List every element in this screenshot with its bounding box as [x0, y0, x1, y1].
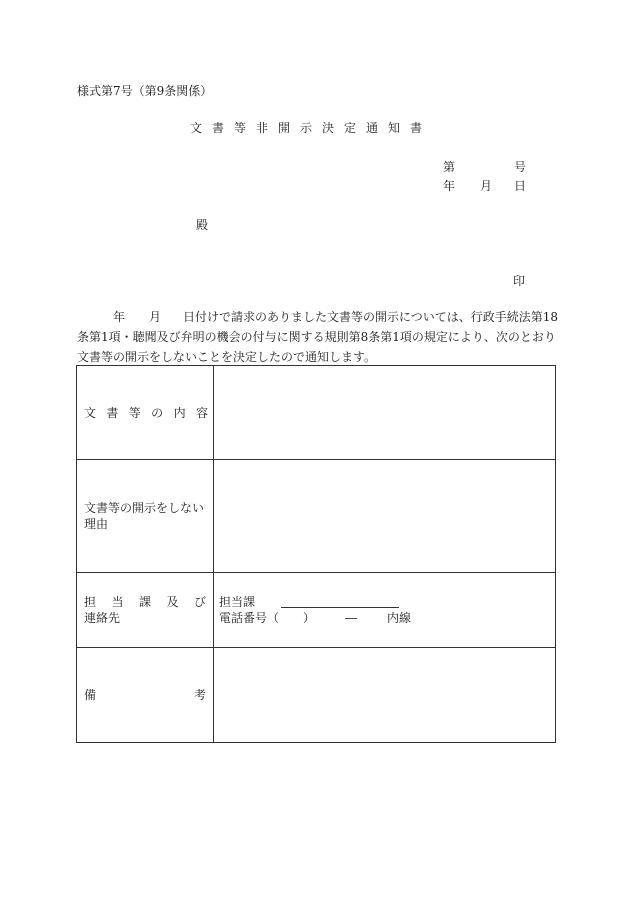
- phone-dash: ―: [345, 611, 358, 625]
- contact-phone-line: [219, 610, 555, 626]
- date-month-label: 月: [480, 179, 493, 193]
- reason-label-line-2: 理由: [84, 517, 109, 531]
- remarks-value-cell[interactable]: [214, 648, 556, 743]
- addressee-honorific: 殿: [196, 218, 209, 232]
- table-row-remarks: [77, 648, 556, 743]
- body-line-2: 条第1項・聴聞及び弁明の機会の付与に関する規則第8条第1項の規定により、次のとおり: [77, 330, 556, 344]
- contact-label-cell: [77, 573, 214, 648]
- table-row-reason: [77, 460, 556, 573]
- body-line-1-text: 日付けで請求のありました文書等の開示については、行政手続法第18: [183, 310, 559, 324]
- department-underline: [281, 607, 399, 608]
- date-year-label: 年: [443, 179, 456, 193]
- reason-label-cell: [77, 460, 214, 573]
- phone-close-paren: ）: [303, 611, 316, 625]
- document-title: 文書等非開示決定通知書: [190, 121, 433, 135]
- content-label-cell: [77, 366, 214, 460]
- phone-label: 電話番号（: [219, 611, 280, 625]
- date-day-label: 日: [514, 179, 527, 193]
- reason-label-line-1: 文書等の開示をしない: [84, 501, 205, 515]
- body-line-3: 文書等の開示をしないことを決定したので通知します。: [77, 350, 377, 364]
- extension-label: 内線: [387, 611, 412, 625]
- seal-mark: 印: [513, 274, 526, 288]
- contact-department-label: 担当課: [219, 595, 256, 609]
- contact-label-line-2: 連絡先: [84, 611, 121, 625]
- contact-label-line-1: 担 当 課 及 び: [84, 595, 206, 609]
- content-label: 文 書 等 の 内 容: [84, 405, 208, 420]
- reference-number-suffix: 号: [514, 160, 527, 174]
- body-year-label: 年: [113, 310, 126, 324]
- contact-value-cell[interactable]: [214, 573, 556, 648]
- reference-number-prefix: 第: [443, 160, 456, 174]
- reason-value-cell[interactable]: [214, 460, 556, 573]
- remarks-label: 備 考: [84, 688, 206, 702]
- remarks-label-cell: [77, 648, 214, 743]
- table-row-contact: [77, 573, 556, 648]
- content-value-cell[interactable]: [214, 366, 556, 460]
- table-row-content: [77, 366, 556, 460]
- form-table: [76, 365, 556, 743]
- form-number: 様式第7号（第9条関係）: [77, 84, 213, 98]
- body-line-1: [77, 310, 558, 324]
- body-month-label: 月: [149, 310, 162, 324]
